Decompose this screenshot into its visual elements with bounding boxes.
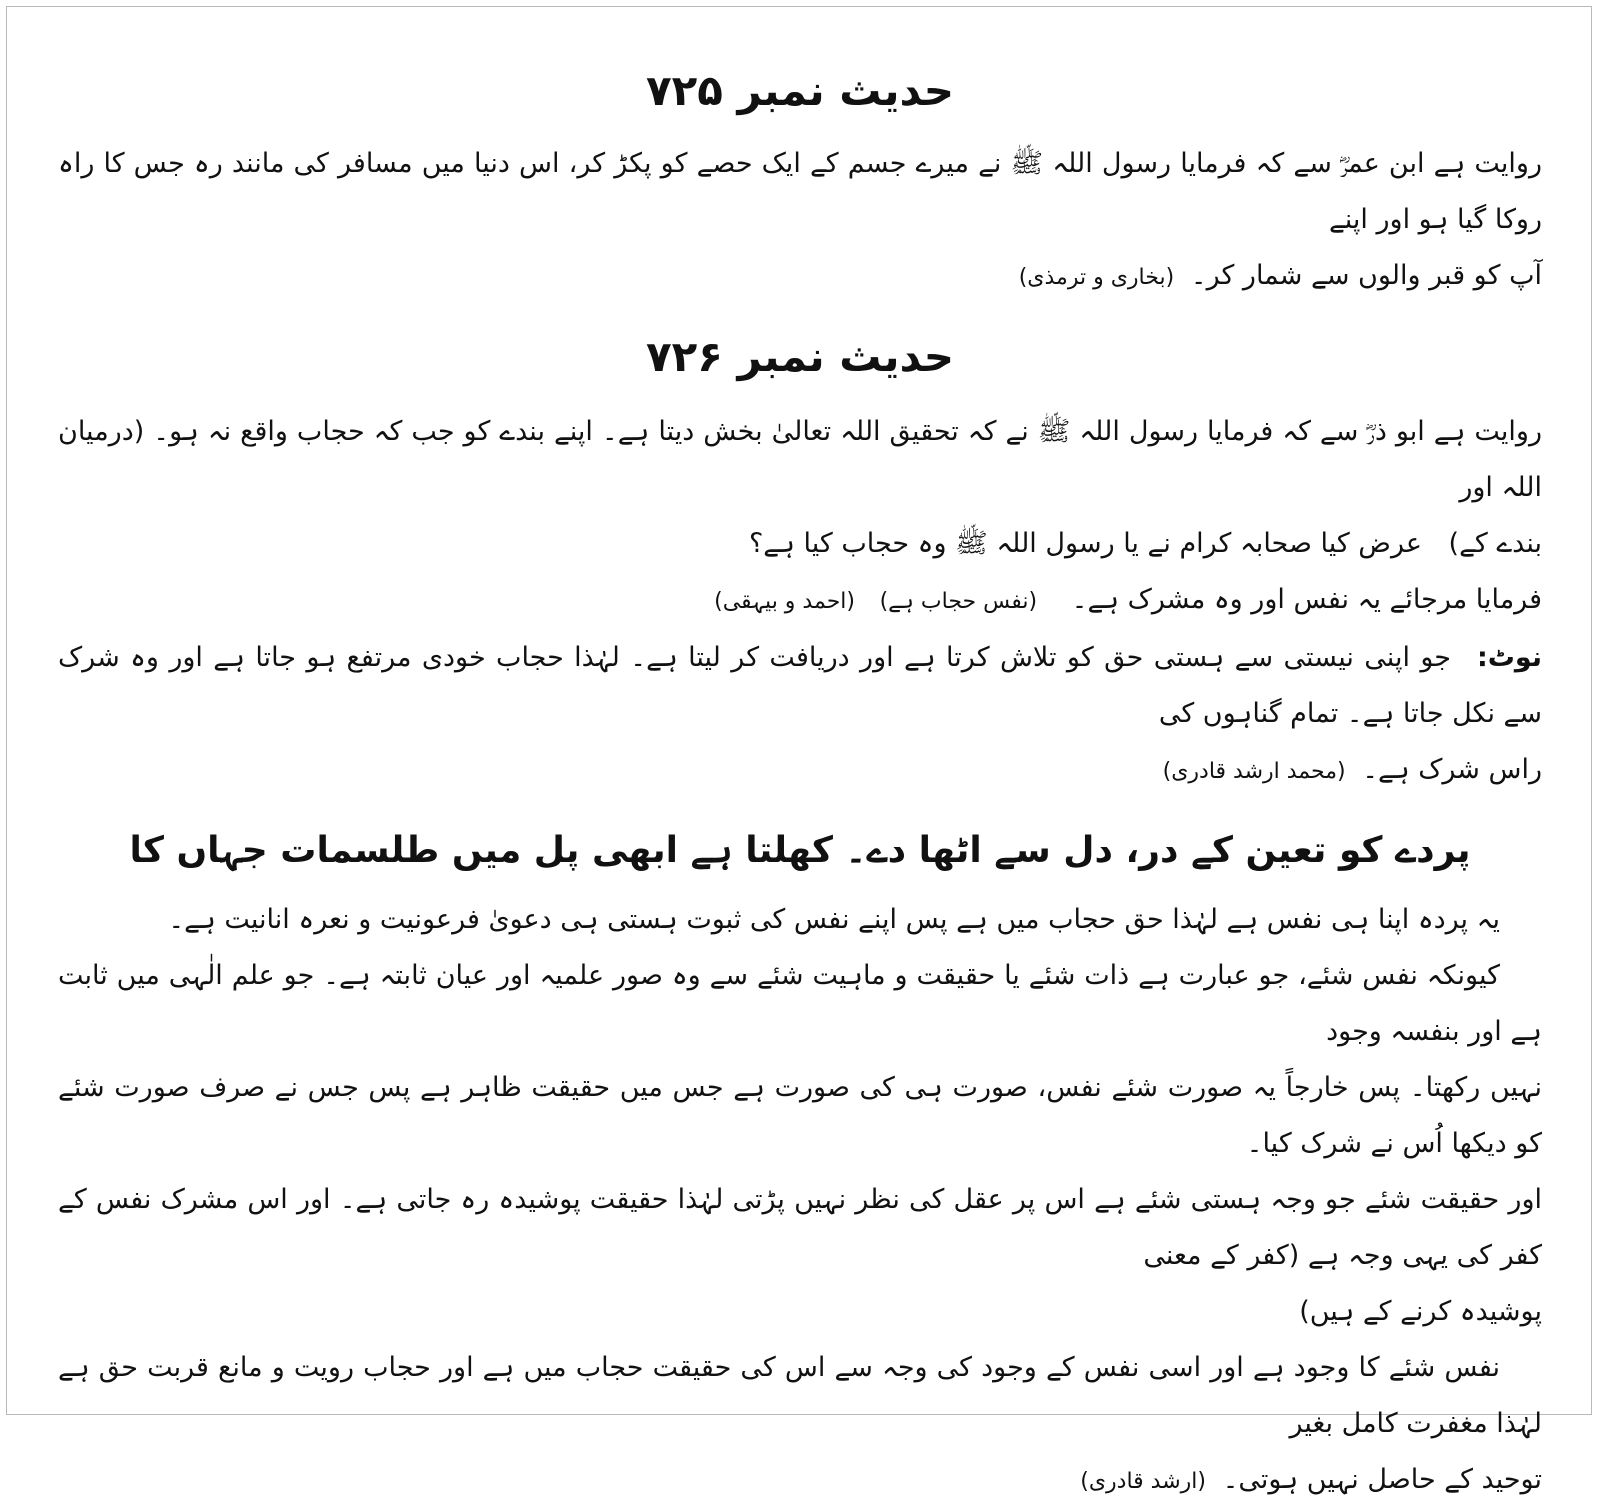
note-signature: (محمد ارشد قادری) (1162, 759, 1346, 784)
document-page (58, 52, 1542, 1510)
hadith-726-question: عرض کیا صحابہ کرام نے یا رسول اللہ ﷺ وہ حجاب کیا ہے؟ (748, 528, 1422, 559)
poetry-verse: پردے کو تعین کے در، دل سے اٹھا دے۔ کھلتا ہے ابھی پل میں طلسمات جہاں کا (129, 830, 1471, 871)
hadith-725-text-line-2 (58, 248, 1542, 306)
note-text: جو اپنی نیستی سے ہستی حق کو تلاش کرتا ہے اور دریافت کر لیتا ہے۔ لہٰذا حجاب خودی مرتفع ہو جاتا ہے اور وہ شرک سے نکل جاتا ہے۔ تمام گناہوں کی (58, 642, 1542, 729)
note-text-end: راس شرک ہے۔ (1362, 754, 1542, 785)
hadith-726-answer: فرمایا مرجائے یہ نفس اور وہ مشرک ہے۔ (1071, 584, 1542, 615)
hadith-726-text-line-3 (58, 572, 1542, 630)
commentary-paragraph-3-end: توحید کے حاصل نہیں ہوتی۔ (1222, 1464, 1542, 1495)
commentary-paragraph-2-line-1: کیونکہ نفس شئے، جو عبارت ہے ذات شئے یا حقیقت و ماہیت شئے سے وہ صور علمیہ اور عیان ثابتہ ہے۔ جو علم الٰہی میں ثابت ہے اور بنفسہ وجود (58, 960, 1542, 1047)
commentary-paragraph-2-line-3: اور حقیقت شئے جو وجہ ہستی شئے ہے اس پر عقل کی نظر نہیں پڑتی لہٰذا حقیقت پوشیدہ رہ جاتی ہے۔ اور اس مشرک نفس کے کفر کی یہی وجہ ہے (کفر کے معنی (58, 1184, 1542, 1271)
hadith-726-text-bracket-end: بندے کے) (1448, 528, 1542, 559)
hadith-726-text-line-1: روایت ہے ابو ذرؓ سے کہ فرمایا رسول اللہ ﷺ نے کہ تحقیق اللہ تعالیٰ بخش دیتا ہے۔ اپنے بندے کو جب کہ حجاب واقع نہ ہو۔ (درمیان اللہ اور (58, 416, 1542, 503)
note-line-1 (58, 630, 1542, 742)
commentary-paragraph-3-line-1: نفس شئے کا وجود ہے اور اسی نفس کے وجود کی وجہ سے اس کی حقیقت حجاب میں ہے اور حجاب رویت و مانع قربت حق ہے لہٰذا مغفرت کامل بغیر (58, 1352, 1542, 1439)
hadith-726-gloss: (نفس حجاب ہے) (879, 589, 1038, 614)
note-label: نوٹ: (1477, 642, 1542, 673)
commentary-paragraph-2-line-4: پوشیدہ کرنے کے ہیں) (1299, 1296, 1542, 1327)
commentary-signature: (ارشد قادری) (1080, 1469, 1206, 1494)
note-line-2 (58, 742, 1542, 800)
hadith-726-source: (احمد و بیہقی) (714, 589, 855, 614)
hadith-725-text-end: آپ کو قبر والوں سے شمار کر۔ (1190, 260, 1542, 291)
hadith-725-source: (بخاری و ترمذی) (1018, 265, 1175, 290)
hadith-726-text-line-2 (58, 516, 1542, 572)
hadith-725-heading: حدیث نمبر ۷۲۵ (645, 66, 955, 115)
commentary-paragraph-3-line-2 (58, 1452, 1542, 1510)
hadith-726-heading: حدیث نمبر ۷۲۶ (645, 332, 955, 381)
commentary-paragraph-2-line-2: نہیں رکھتا۔ پس خارجاً یہ صورت شئے نفس، صورت ہی کی صورت ہے جس میں حقیقت ظاہر ہے پس جس نے صرف صورت شئے کو دیکھا اُس نے شرک کیا۔ (58, 1072, 1542, 1159)
hadith-725-text-line-1: روایت ہے ابن عمرؓ سے کہ فرمایا رسول اللہ ﷺ نے میرے جسم کے ایک حصے کو پکڑ کر، اس دنیا میں مسافر کی مانند رہ جس کا راہ روکا گیا ہو اور اپنے (58, 148, 1542, 235)
commentary-paragraph-1: یہ پردہ اپنا ہی نفس ہے لہٰذا حق حجاب میں ہے پس اپنے نفس کی ثبوت ہستی ہی دعویٰ فرعونیت و نعرہ انانیت ہے۔ (168, 904, 1500, 935)
